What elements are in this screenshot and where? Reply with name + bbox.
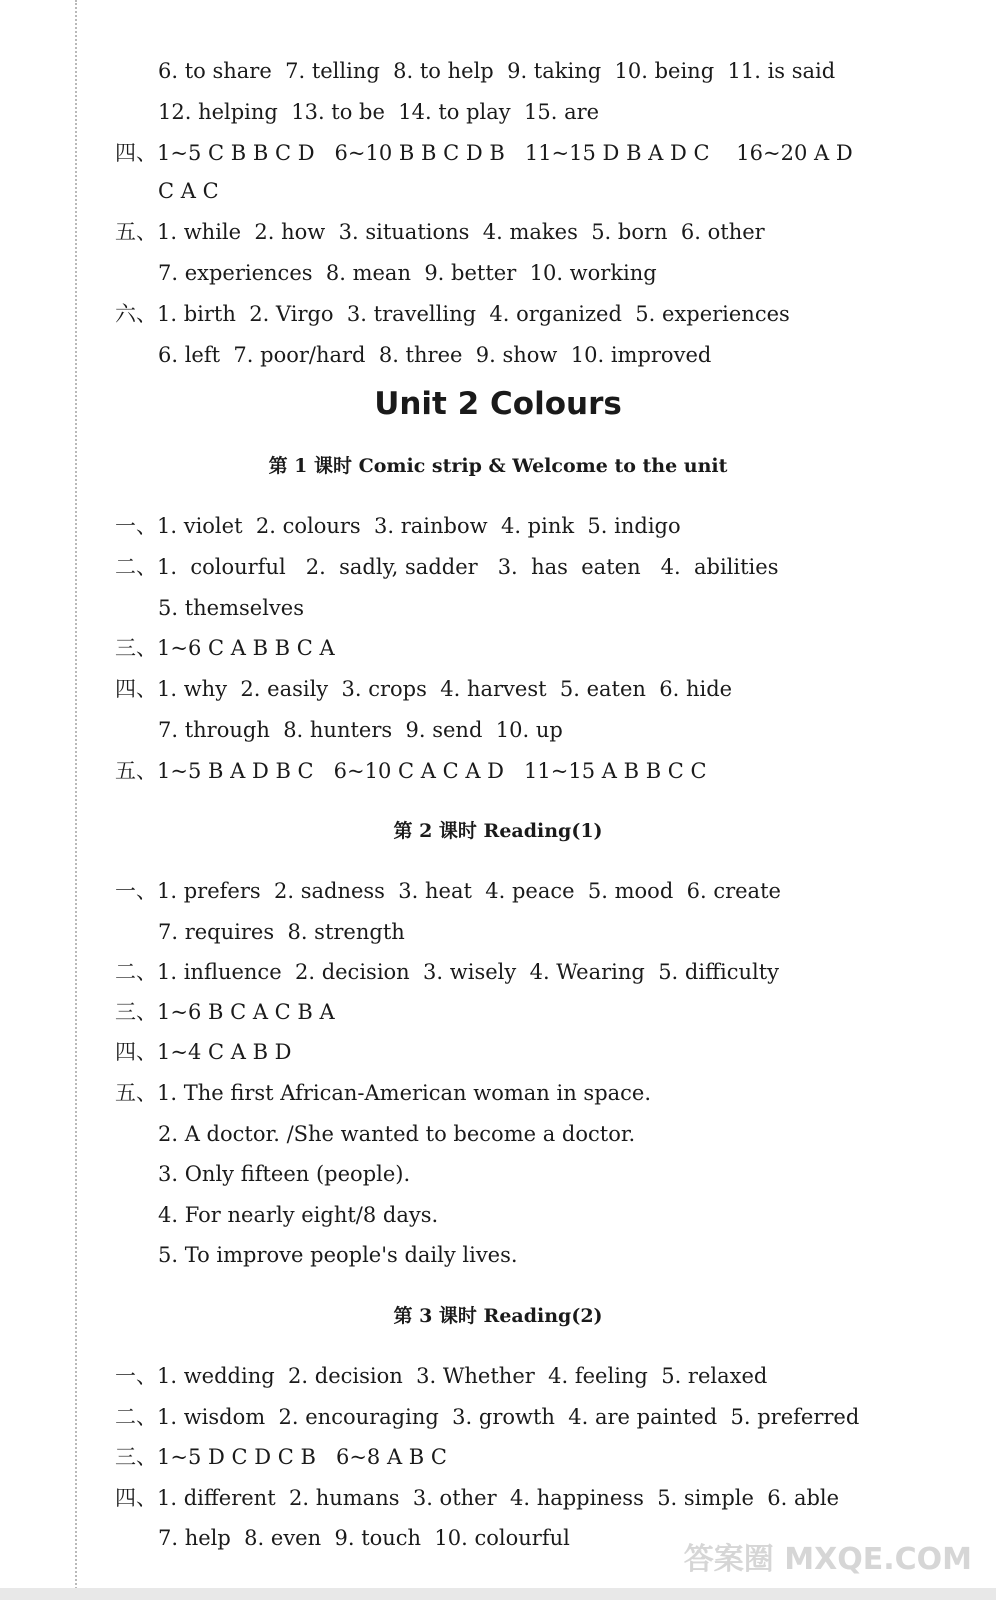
answer-line: 三、1~6 B C A C B A [115,1000,335,1024]
answer-line: 一、1. wedding 2. decision 3. Whether 4. feeling 5. relaxed [115,1364,768,1388]
answer-line: 7. help 8. even 9. touch 10. colourful [158,1526,570,1550]
answer-line: 7. requires 8. strength [158,920,405,944]
answer-line: 7. through 8. hunters 9. send 10. up [158,718,563,742]
lesson-heading: 第 3 课时 Reading(2) [393,1305,603,1327]
lesson-heading: 第 1 课时 Comic strip & Welcome to the unit [268,455,728,477]
answer-line: 5. themselves [158,596,305,620]
answer-line: 3. Only fifteen (people). [158,1162,411,1186]
answer-line: 二、1. colourful 2. sadly, sadder 3. has eaten 4. abilities [115,555,779,579]
answer-line: 2. A doctor. /She wanted to become a doctor. [158,1122,636,1146]
answer-line: 12. helping 13. to be 14. to play 15. are [158,100,600,124]
answer-line: 一、1. violet 2. colours 3. rainbow 4. pink 5. indigo [115,514,681,538]
lesson-heading: 第 2 课时 Reading(1) [393,820,603,842]
answer-line: 五、1~5 B A D B C 6~10 C A C A D 11~15 A B B C C [115,759,707,783]
answer-line: 五、1. while 2. how 3. situations 4. makes 5. born 6. other [115,220,765,244]
answer-line: 三、1~6 C A B B C A [115,636,335,660]
answer-line: 6. to share 7. telling 8. to help 9. taking 10. being 11. is said [158,59,836,83]
answer-line: 四、1. why 2. easily 3. crops 4. harvest 5. eaten 6. hide [115,677,733,701]
answer-line: 二、1. wisdom 2. encouraging 3. growth 4. are painted 5. preferred [115,1405,860,1429]
binding-margin-rule [75,0,77,1600]
answer-line: 四、1~5 C B B C D 6~10 B B C D B 11~15 D B A D C 16~20 A D [115,141,853,165]
answer-line: 4. For nearly eight/8 days. [158,1203,439,1227]
answer-line: 二、1. influence 2. decision 3. wisely 4. Wearing 5. difficulty [115,960,780,984]
answer-line: C A C [158,179,219,203]
answer-line: 三、1~5 D C D C B 6~8 A B C [115,1445,447,1469]
unit-title: Unit 2 Colours [374,386,622,422]
answer-line: 6. left 7. poor/hard 8. three 9. show 10. improved [158,343,712,367]
page-footer-strip [0,1588,996,1600]
watermark-logo: 答案圈 MXQE.COM [683,1542,972,1577]
answer-line: 7. experiences 8. mean 9. better 10. working [158,261,657,285]
answer-line: 六、1. birth 2. Virgo 3. travelling 4. organized 5. experiences [115,302,790,326]
answer-line: 五、1. The first African-American woman in space. [115,1081,652,1105]
answer-line: 5. To improve people's daily lives. [158,1243,518,1267]
answer-line: 四、1. different 2. humans 3. other 4. happiness 5. simple 6. able [115,1486,840,1510]
answer-line: 一、1. prefers 2. sadness 3. heat 4. peace 5. mood 6. create [115,879,781,903]
answer-line: 四、1~4 C A B D [115,1040,292,1064]
